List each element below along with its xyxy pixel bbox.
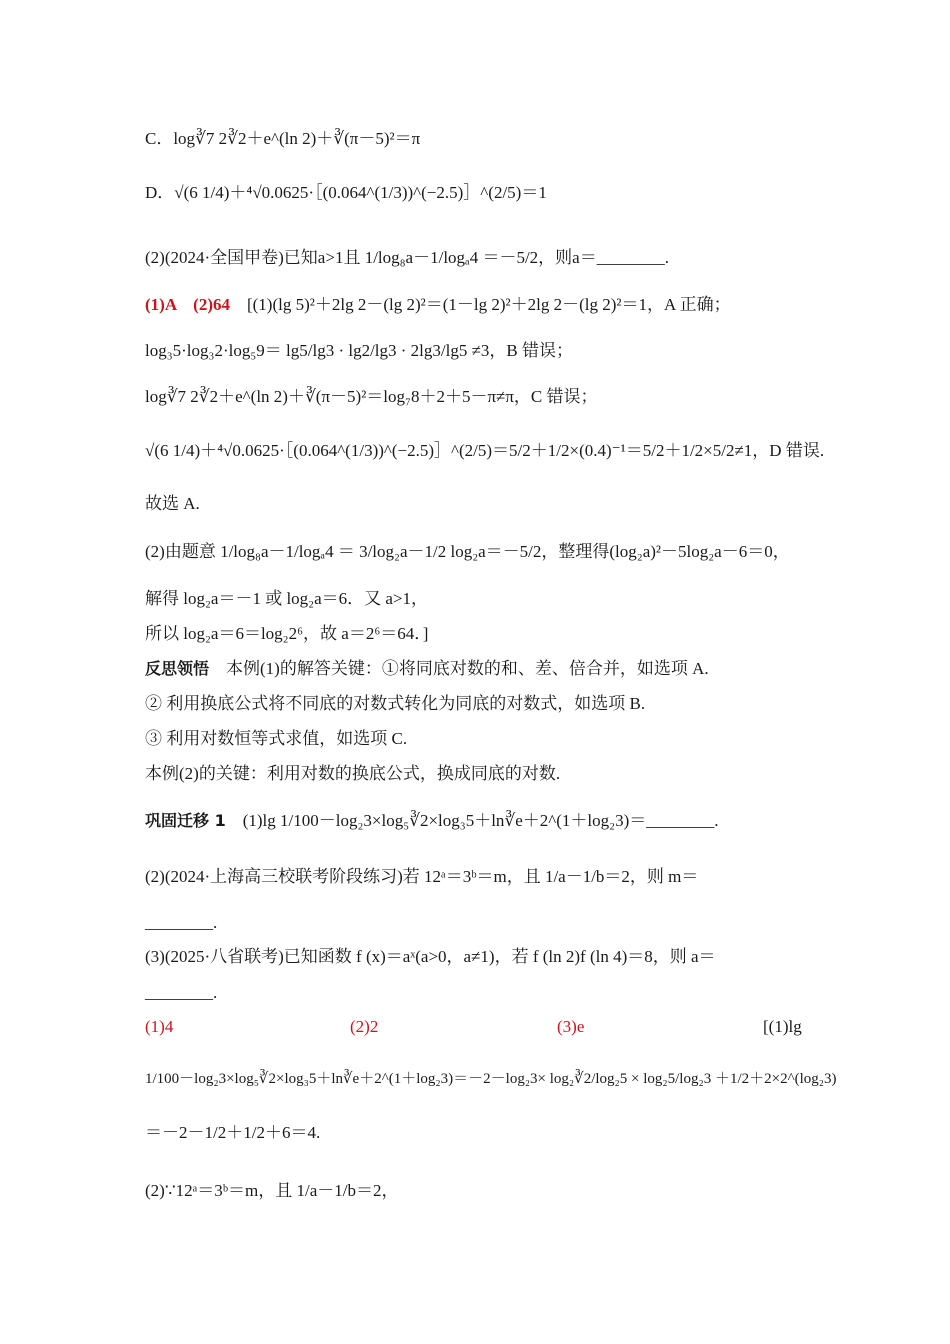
reflection-line-3: ③ 利用对数恒等式求值，如选项 C. <box>145 729 408 748</box>
answer-line-7: 解得 log₂a＝－1 或 log₂a＝6．又 a>1， <box>145 589 429 608</box>
answer-line-6: (2)由题意 1/log₈a－1/logₐ4 ＝ 3/log₂a－1/2 log₂a＝－5/2，整理得(log₂a)²－5log₂a－6＝0， <box>145 542 790 561</box>
solution-start: [(1)lg <box>763 1017 802 1036</box>
reflection-line-4: 本例(2)的关键：利用对数的换底公式，换成同底的对数. <box>145 764 561 783</box>
answer-key: (1)A (2)64 <box>145 295 230 314</box>
solution-line-3: ＝－2－1/2＋1/2＋6＝4. <box>145 1123 321 1142</box>
consolidation-line-2: (2)(2024·上海高三校联考阶段练习)若 12ᵃ＝3ᵇ＝m，且 1/a－1/b＝2，则 m＝ <box>145 867 699 886</box>
solution-line-2: 1/100－log₂3×log₅∛2×log₃5＋ln∛e＋2^(1＋log₂3)＝－2－log₂3× log₂∛2/log₂5 × log₂5/log₂3 ＋1/2＋2×2^(log₂3) <box>145 1071 837 1087</box>
consolidation-line-1 <box>145 810 850 832</box>
answer-1: (1)4 <box>145 1017 174 1036</box>
answer-line-2: log₃5·log₃2·log₅9＝ lg5/lg3 · lg2/lg3 · 2lg3/lg5 ≠3，B 错误； <box>145 341 574 360</box>
question-2: (2)(2024·全国甲卷)已知a>1且 1/log₈a－1/logₐ4 ＝－5/2，则a＝________. <box>145 248 669 267</box>
reflection-line-1 <box>145 658 850 680</box>
answer-line-8: 所以 log₂a＝6＝log₂2⁶，故 a＝2⁶＝64．] <box>145 624 429 643</box>
answer-line-3: log∛7 2∛2＋e^(ln 2)＋∛(π－5)²＝log₇8＋2＋5－π≠π，C 错误； <box>145 387 598 406</box>
answer-2: (2)2 <box>350 1017 379 1036</box>
answer-line-1 <box>145 294 850 316</box>
answer-row <box>145 1016 835 1038</box>
answer-3: (3)e <box>557 1017 585 1036</box>
reflection-line-2: ② 利用换底公式将不同底的对数式转化为同底的对数式，如选项 B. <box>145 694 646 713</box>
reflection-heading: 反思领悟 <box>145 659 210 678</box>
consolidation-line-3b: ________. <box>145 983 218 1002</box>
reflection-text: 本例(1)的解答关键：①将同底对数的和、差、倍合并，如选项 A. <box>209 659 709 678</box>
consolidation-line-3: (3)(2025·八省联考)已知函数 f (x)＝aˣ(a>0，a≠1)，若 f (ln 2)f (ln 4)＝8，则 a＝ <box>145 947 716 966</box>
consolidation-text: (1)lg 1/100－log₂3×log₅∛2×log₃5＋ln∛e＋2^(1＋log₂3)＝________. <box>225 811 719 830</box>
consolidation-line-2b: ________. <box>145 913 218 932</box>
option-c: C．log∛7 2∛2＋e^(ln 2)＋∛(π－5)²＝π <box>145 129 421 148</box>
answer-line-4: √(6 1/4)＋⁴√0.0625·［(0.064^(1/3))^(−2.5)］^(2/5)＝5/2＋1/2×(0.4)⁻¹＝5/2＋1/2×5/2≠1，D 错误. <box>145 441 825 460</box>
answer-line-5: 故选 A. <box>145 494 200 513</box>
option-d: D．√(6 1/4)＋⁴√0.0625·［(0.064^(1/3))^(−2.5)］^(2/5)＝1 <box>145 183 547 202</box>
solution-line-4: (2)∵12ᵃ＝3ᵇ＝m，且 1/a－1/b＝2， <box>145 1181 399 1200</box>
consolidation-heading: 巩固迁移 1 <box>145 811 226 830</box>
answer-text: [(1)(lg 5)²＋2lg 2－(lg 2)²＝(1－lg 2)²＋2lg 2－(lg 2)²＝1，A 正确； <box>229 295 731 314</box>
